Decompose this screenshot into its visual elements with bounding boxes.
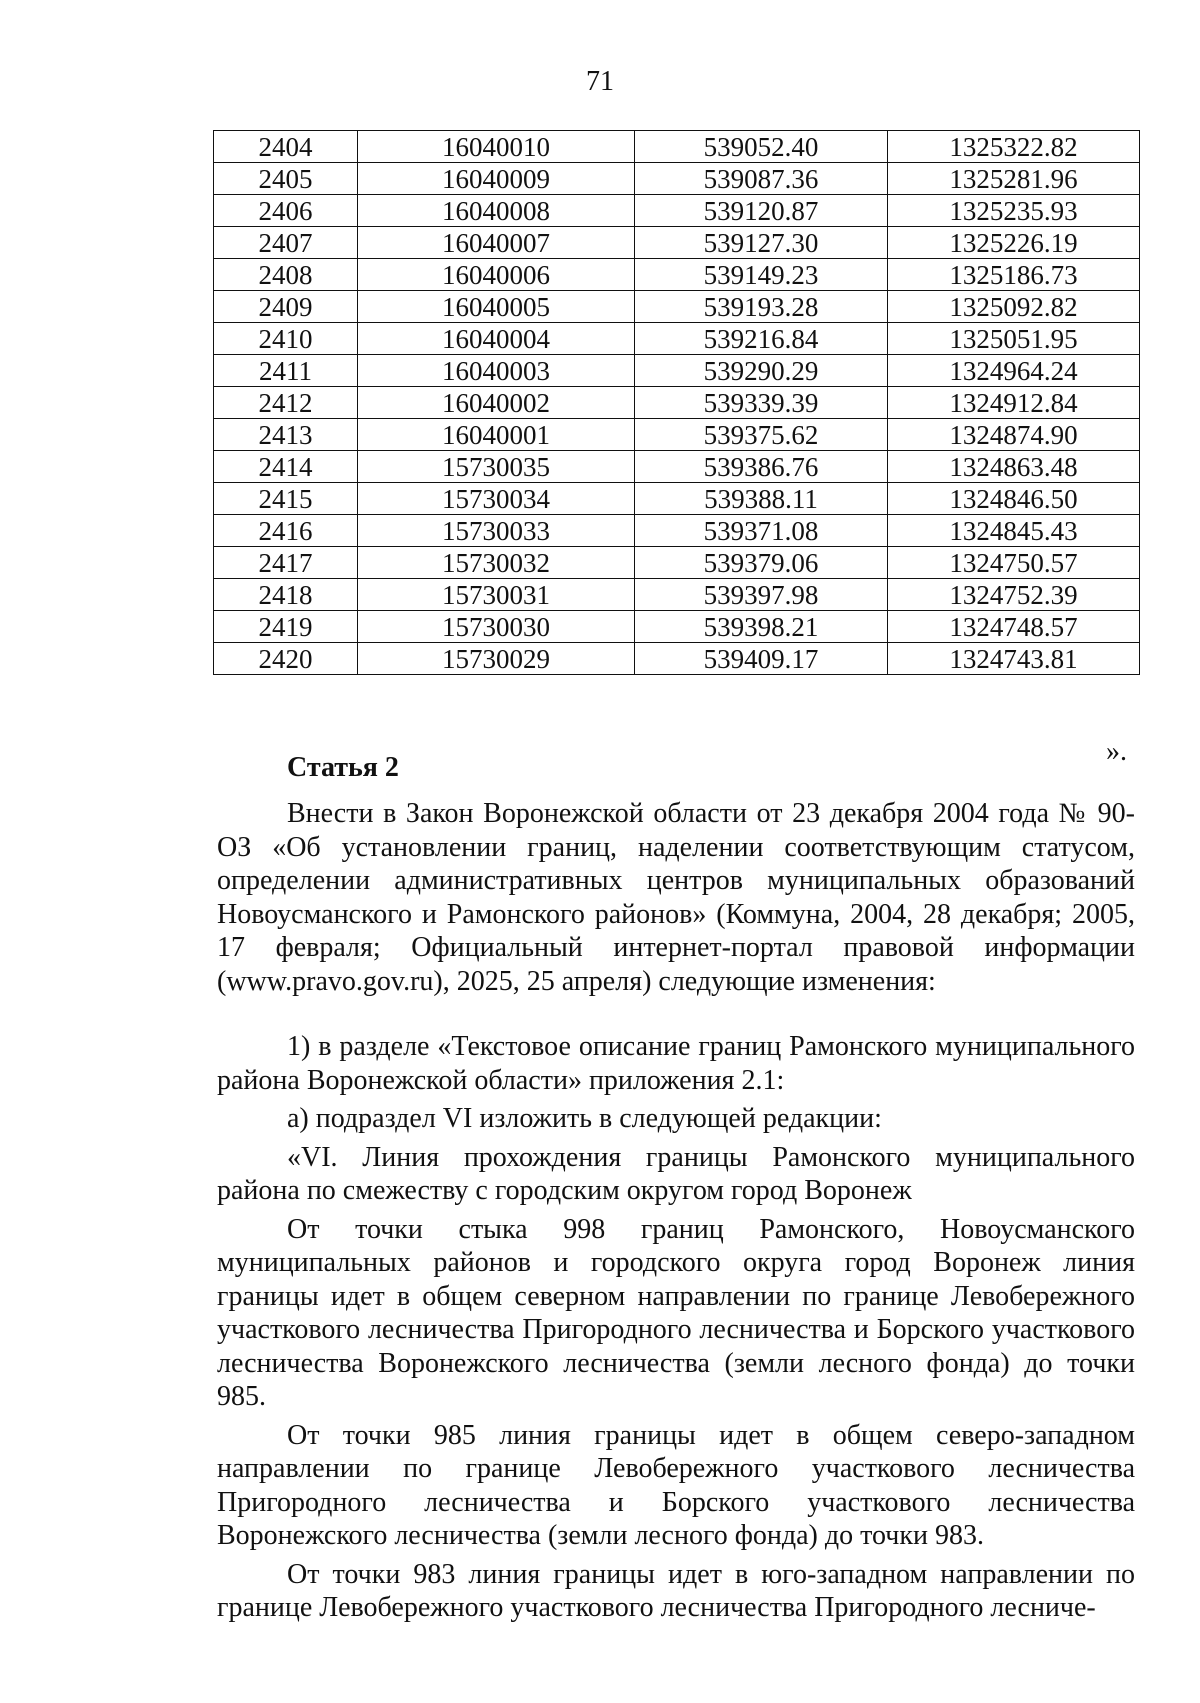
y-coordinate-cell: 1324752.39 bbox=[888, 579, 1140, 611]
point-id-cell: 16040006 bbox=[358, 259, 635, 291]
x-coordinate-cell: 539388.11 bbox=[635, 483, 888, 515]
table-row bbox=[214, 227, 1140, 259]
point-id-cell: 15730033 bbox=[358, 515, 635, 547]
table-row bbox=[214, 451, 1140, 483]
x-coordinate-cell: 539339.39 bbox=[635, 387, 888, 419]
point-number-cell: 2410 bbox=[214, 323, 358, 355]
point-number-cell: 2404 bbox=[214, 131, 358, 163]
boundary-description-paragraph: От точки 983 линия границы идет в юго-западном направлении по границе Левобережного участкового лесничества Пригородного лесниче- bbox=[217, 1558, 1135, 1623]
point-id-cell: 16040002 bbox=[358, 387, 635, 419]
boundary-coordinates-table bbox=[213, 130, 1140, 675]
table-row bbox=[214, 643, 1140, 675]
x-coordinate-cell: 539375.62 bbox=[635, 419, 888, 451]
table-row bbox=[214, 195, 1140, 227]
table-row bbox=[214, 323, 1140, 355]
x-coordinate-cell: 539409.17 bbox=[635, 643, 888, 675]
point-id-cell: 15730029 bbox=[358, 643, 635, 675]
amendment-item-paragraph: 1) в разделе «Текстовое описание границ Рамонского муниципального района Воронежской области» приложения 2.1: bbox=[217, 1031, 1135, 1096]
table-row bbox=[214, 387, 1140, 419]
y-coordinate-cell: 1324845.43 bbox=[888, 515, 1140, 547]
point-id-cell: 15730030 bbox=[358, 611, 635, 643]
y-coordinate-cell: 1324748.57 bbox=[888, 611, 1140, 643]
x-coordinate-cell: 539398.21 bbox=[635, 611, 888, 643]
table-row bbox=[214, 579, 1140, 611]
point-number-cell: 2420 bbox=[214, 643, 358, 675]
table-row bbox=[214, 355, 1140, 387]
amendment-intro-block bbox=[217, 797, 1135, 998]
y-coordinate-cell: 1324964.24 bbox=[888, 355, 1140, 387]
point-number-cell: 2416 bbox=[214, 515, 358, 547]
x-coordinate-cell: 539149.23 bbox=[635, 259, 888, 291]
y-coordinate-cell: 1324750.57 bbox=[888, 547, 1140, 579]
y-coordinate-cell: 1325281.96 bbox=[888, 163, 1140, 195]
table-row bbox=[214, 547, 1140, 579]
y-coordinate-cell: 1324846.50 bbox=[888, 483, 1140, 515]
table-row bbox=[214, 131, 1140, 163]
point-id-cell: 16040010 bbox=[358, 131, 635, 163]
subsection-instruction-paragraph: а) подраздел VI изложить в следующей редакции: bbox=[287, 1103, 882, 1134]
point-id-cell: 15730035 bbox=[358, 451, 635, 483]
x-coordinate-cell: 539127.30 bbox=[635, 227, 888, 259]
boundary-description-paragraph: От точки 985 линия границы идет в общем северо-западном направлении по границе Левобережного участкового лесничества Пригородного лесничества и Борского участкового лесничества Воронежского лесничества (земли лесного фонда) до точки 983. bbox=[217, 1419, 1135, 1551]
x-coordinate-cell: 539397.98 bbox=[635, 579, 888, 611]
table-row bbox=[214, 163, 1140, 195]
y-coordinate-cell: 1324863.48 bbox=[888, 451, 1140, 483]
y-coordinate-cell: 1325092.82 bbox=[888, 291, 1140, 323]
x-coordinate-cell: 539371.08 bbox=[635, 515, 888, 547]
x-coordinate-cell: 539386.76 bbox=[635, 451, 888, 483]
point-id-cell: 16040008 bbox=[358, 195, 635, 227]
point-id-cell: 16040004 bbox=[358, 323, 635, 355]
page-number: 71 bbox=[586, 66, 614, 97]
table-row bbox=[214, 515, 1140, 547]
point-id-cell: 16040003 bbox=[358, 355, 635, 387]
point-id-cell: 16040009 bbox=[358, 163, 635, 195]
point-number-cell: 2415 bbox=[214, 483, 358, 515]
point-number-cell: 2405 bbox=[214, 163, 358, 195]
y-coordinate-cell: 1325226.19 bbox=[888, 227, 1140, 259]
y-coordinate-cell: 1325186.73 bbox=[888, 259, 1140, 291]
x-coordinate-cell: 539216.84 bbox=[635, 323, 888, 355]
point-id-cell: 15730032 bbox=[358, 547, 635, 579]
point-number-cell: 2417 bbox=[214, 547, 358, 579]
point-number-cell: 2412 bbox=[214, 387, 358, 419]
x-coordinate-cell: 539087.36 bbox=[635, 163, 888, 195]
y-coordinate-cell: 1324912.84 bbox=[888, 387, 1140, 419]
table-row bbox=[214, 611, 1140, 643]
table-row bbox=[214, 419, 1140, 451]
point-number-cell: 2406 bbox=[214, 195, 358, 227]
point-number-cell: 2414 bbox=[214, 451, 358, 483]
point-number-cell: 2413 bbox=[214, 419, 358, 451]
point-number-cell: 2408 bbox=[214, 259, 358, 291]
point-id-cell: 16040001 bbox=[358, 419, 635, 451]
table-row bbox=[214, 291, 1140, 323]
y-coordinate-cell: 1325051.95 bbox=[888, 323, 1140, 355]
y-coordinate-cell: 1325322.82 bbox=[888, 131, 1140, 163]
table-row bbox=[214, 259, 1140, 291]
y-coordinate-cell: 1325235.93 bbox=[888, 195, 1140, 227]
closing-quote: ». bbox=[1106, 736, 1127, 767]
article-heading: Статья 2 bbox=[287, 752, 399, 783]
boundary-description-paragraph: От точки стыка 998 границ Рамонского, Новоусманского муниципальных районов и городского округа город Воронеж линия границы идет в общем северном направлении по границе Левобережного участкового лесничества Пригородного лесничества и Борского участкового лесничества Воронежского лесничества (земли лесного фонда) до точки 985. bbox=[217, 1213, 1135, 1412]
amendment-intro-paragraph: Внести в Закон Воронежской области от 23 декабря 2004 года № 90-ОЗ «Об установлении границ, наделении соответствующим статусом, определении административных центров муниципальных образований Новоусманского и Рамонского районов» (Коммуна, 2004, 28 декабря; 2005, 17 февраля; Официальный интернет-портал правовой информации (www.pravo.gov.ru), 2025, 25 апреля) следующие изменения: bbox=[217, 798, 1135, 997]
y-coordinate-cell: 1324874.90 bbox=[888, 419, 1140, 451]
subsection-title-paragraph: «VI. Линия прохождения границы Рамонского муниципального района по смежеству с городским округом город Воронеж bbox=[217, 1141, 1135, 1206]
point-number-cell: 2418 bbox=[214, 579, 358, 611]
x-coordinate-cell: 539290.29 bbox=[635, 355, 888, 387]
x-coordinate-cell: 539120.87 bbox=[635, 195, 888, 227]
amendment-text-block bbox=[217, 1030, 1135, 1630]
x-coordinate-cell: 539193.28 bbox=[635, 291, 888, 323]
point-number-cell: 2411 bbox=[214, 355, 358, 387]
point-id-cell: 15730034 bbox=[358, 483, 635, 515]
table-row bbox=[214, 483, 1140, 515]
point-id-cell: 16040007 bbox=[358, 227, 635, 259]
point-id-cell: 15730031 bbox=[358, 579, 635, 611]
point-number-cell: 2407 bbox=[214, 227, 358, 259]
point-id-cell: 16040005 bbox=[358, 291, 635, 323]
x-coordinate-cell: 539379.06 bbox=[635, 547, 888, 579]
y-coordinate-cell: 1324743.81 bbox=[888, 643, 1140, 675]
point-number-cell: 2409 bbox=[214, 291, 358, 323]
table-body bbox=[214, 131, 1140, 675]
point-number-cell: 2419 bbox=[214, 611, 358, 643]
x-coordinate-cell: 539052.40 bbox=[635, 131, 888, 163]
